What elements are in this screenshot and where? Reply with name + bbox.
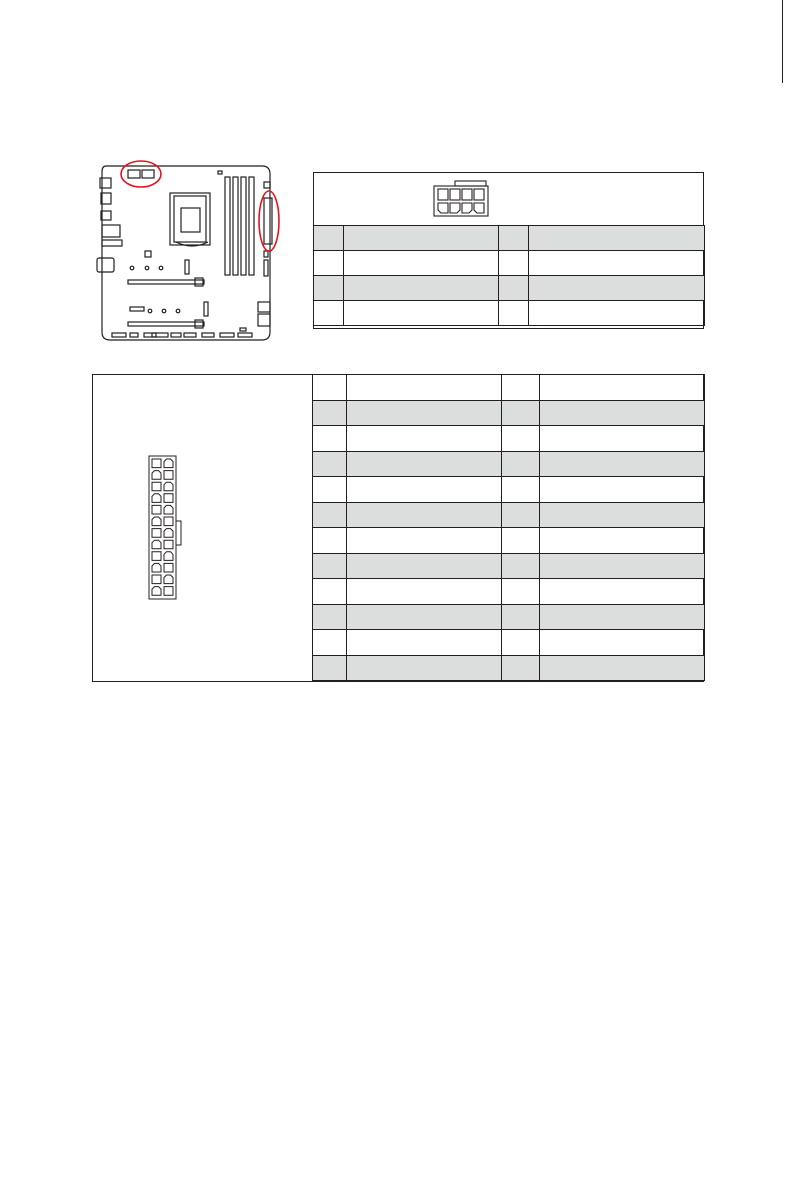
table-row bbox=[313, 604, 705, 630]
atx-power-connector-picture bbox=[93, 375, 313, 681]
atx-pin-mark bbox=[152, 563, 161, 572]
pin-signal bbox=[347, 579, 502, 605]
pin-number bbox=[499, 226, 529, 251]
pin-signal bbox=[540, 630, 705, 656]
table-row bbox=[313, 375, 705, 401]
pin-signal bbox=[347, 451, 502, 477]
pin-signal bbox=[540, 451, 705, 477]
pin-number bbox=[314, 251, 344, 276]
pin-signal bbox=[344, 276, 499, 301]
atx-pin-mark bbox=[164, 575, 173, 584]
pin-number bbox=[499, 251, 529, 276]
atx-pin-mark bbox=[152, 505, 161, 514]
atx-pin-mark bbox=[164, 552, 173, 561]
table-row bbox=[313, 655, 705, 681]
table-row bbox=[313, 502, 705, 528]
atx-pin-mark bbox=[152, 471, 161, 480]
pin-signal bbox=[529, 226, 705, 251]
atx-pin-mark bbox=[152, 529, 161, 538]
atx-pin-mark bbox=[164, 587, 173, 596]
pin-number bbox=[313, 655, 347, 681]
pin-number bbox=[502, 375, 540, 401]
pin-number bbox=[313, 630, 347, 656]
pin-number bbox=[313, 451, 347, 477]
table-row bbox=[313, 451, 705, 477]
cpu-power-pin-table bbox=[313, 172, 704, 329]
motherboard-diagram bbox=[92, 150, 284, 350]
24-pin-atx-power-connector-icon bbox=[93, 375, 313, 681]
pin-number bbox=[313, 553, 347, 579]
pin-number bbox=[313, 579, 347, 605]
pin-signal bbox=[540, 528, 705, 554]
trim-line bbox=[782, 0, 783, 83]
atx-pin-mark bbox=[152, 540, 161, 549]
pin-number bbox=[502, 630, 540, 656]
atx-pin-mark bbox=[152, 482, 161, 491]
motherboard-layout-icon bbox=[92, 150, 284, 350]
pin-signal bbox=[529, 251, 705, 276]
pin-number bbox=[502, 655, 540, 681]
atx-pin-mark bbox=[164, 494, 173, 503]
atx-power-pin-table bbox=[92, 374, 704, 682]
pin-number bbox=[502, 553, 540, 579]
pin-signal bbox=[540, 553, 705, 579]
table-row bbox=[313, 579, 705, 605]
table-row bbox=[313, 630, 705, 656]
pin-signal bbox=[344, 301, 499, 326]
pin-signal bbox=[540, 477, 705, 503]
pin-signal bbox=[540, 502, 705, 528]
pin-signal bbox=[540, 375, 705, 401]
pin-signal bbox=[347, 502, 502, 528]
pin-number bbox=[314, 301, 344, 326]
pin-number bbox=[502, 477, 540, 503]
pin-signal bbox=[540, 655, 705, 681]
atx-pin-mark bbox=[164, 563, 173, 572]
pin-signal bbox=[347, 604, 502, 630]
pin-number bbox=[313, 502, 347, 528]
8-pin-cpu-power-connector-icon bbox=[314, 173, 705, 227]
atx-pin-mark bbox=[152, 552, 161, 561]
table-row bbox=[314, 251, 705, 276]
pin-number bbox=[313, 604, 347, 630]
table-row bbox=[314, 276, 705, 301]
atx-pin-mark bbox=[164, 540, 173, 549]
pin-number bbox=[499, 301, 529, 326]
pin-number bbox=[313, 528, 347, 554]
pin-number bbox=[313, 375, 347, 401]
pin-signal bbox=[347, 655, 502, 681]
table-row bbox=[313, 400, 705, 426]
atx-pin-mark bbox=[152, 587, 161, 596]
pin-number bbox=[314, 276, 344, 301]
pin-signal bbox=[347, 630, 502, 656]
table-row bbox=[313, 528, 705, 554]
pin-number bbox=[314, 226, 344, 251]
atx-pin-mark bbox=[152, 494, 161, 503]
pin-signal bbox=[344, 251, 499, 276]
table-row bbox=[314, 226, 705, 251]
table-row bbox=[313, 553, 705, 579]
atx-pin-mark bbox=[152, 575, 161, 584]
cpu-power-connector-picture bbox=[314, 173, 703, 227]
pin-number bbox=[502, 400, 540, 426]
pin-number bbox=[502, 502, 540, 528]
pin-signal bbox=[540, 426, 705, 452]
pin-number bbox=[313, 400, 347, 426]
pin-number bbox=[502, 528, 540, 554]
atx-pin-mark bbox=[164, 482, 173, 491]
pin-signal bbox=[347, 426, 502, 452]
pin-number bbox=[502, 604, 540, 630]
pin-signal bbox=[529, 301, 705, 326]
pin-number bbox=[502, 426, 540, 452]
atx-pin-mark bbox=[164, 517, 173, 526]
pin-signal bbox=[347, 528, 502, 554]
atx-pin-mark bbox=[152, 517, 161, 526]
pin-signal bbox=[347, 477, 502, 503]
pin-signal bbox=[540, 400, 705, 426]
atx-pin-mark bbox=[164, 471, 173, 480]
pin-signal bbox=[347, 400, 502, 426]
pin-number bbox=[499, 276, 529, 301]
atx-pin-mark bbox=[164, 459, 173, 468]
pin-signal bbox=[540, 604, 705, 630]
table-row bbox=[313, 426, 705, 452]
pin-signal bbox=[540, 579, 705, 605]
table-row bbox=[314, 301, 705, 326]
atx-power-pin-list bbox=[312, 374, 705, 681]
atx-pin-mark bbox=[152, 459, 161, 468]
pin-number bbox=[313, 426, 347, 452]
pin-signal bbox=[347, 375, 502, 401]
atx-pin-mark bbox=[164, 505, 173, 514]
pin-signal bbox=[529, 276, 705, 301]
pin-signal bbox=[344, 226, 499, 251]
atx-pin-mark bbox=[164, 529, 173, 538]
pin-number bbox=[502, 451, 540, 477]
pin-number bbox=[502, 579, 540, 605]
table-row bbox=[313, 477, 705, 503]
pin-number bbox=[313, 477, 347, 503]
cpu-power-pin-list bbox=[313, 225, 705, 326]
pin-signal bbox=[347, 553, 502, 579]
